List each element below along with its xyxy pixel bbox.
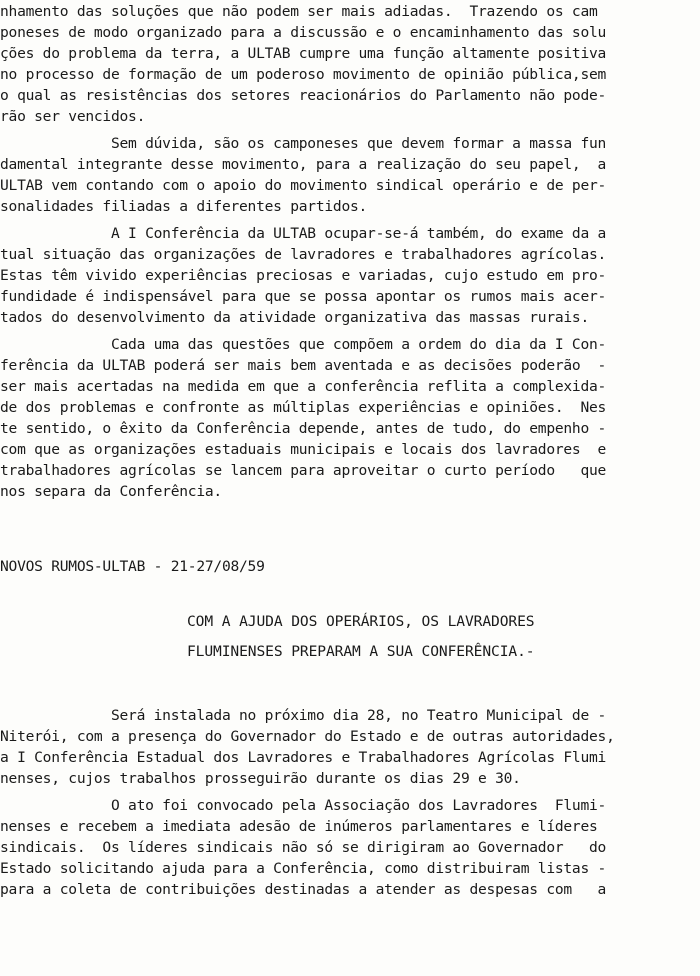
- text-line: Cada uma das questões que compõem a ordem do dia da I Con-: [0, 336, 607, 353]
- text-line: ser mais acertadas na medida em que a conferência reflita a complexida-: [0, 378, 607, 395]
- text-line: sindicais. Os líderes sindicais não só se dirigiram ao Governador do: [0, 839, 607, 856]
- text-line: a I Conferência Estadual dos Lavradores e Trabalhadores Agrícolas Flumi: [0, 749, 607, 766]
- text-line: O ato foi convocado pela Associação dos Lavradores Flumi-: [0, 797, 607, 814]
- text-line: Estas têm vivido experiências preciosas e variadas, cujo estudo em pro-: [0, 267, 607, 284]
- text-line: de dos problemas e confronte as múltiplas experiências e opiniões. Nes: [0, 399, 607, 416]
- text-line: tados do desenvolvimento da atividade organizativa das massas rurais.: [0, 309, 589, 326]
- text-line: rão ser vencidos.: [0, 108, 146, 125]
- text-line: trabalhadores agrícolas se lancem para aproveitar o curto período que: [0, 462, 607, 479]
- text-line: poneses de modo organizado para a discussão e o encaminhamento das solu: [0, 24, 607, 41]
- text-line: te sentido, o êxito da Conferência depende, antes de tudo, do empenho -: [0, 420, 607, 437]
- text-line: ferência da ULTAB poderá ser mais bem aventada e as decisões poderão -: [0, 357, 607, 374]
- text-line: Sem dúvida, são os camponeses que devem formar a massa fun: [0, 135, 607, 152]
- text-line: no processo de formação de um poderoso movimento de opinião pública,sem: [0, 66, 607, 83]
- text-line: A I Conferência da ULTAB ocupar-se-á também, do exame da a: [0, 225, 607, 242]
- text-line: nenses e recebem a imediata adesão de inúmeros parlamentares e líderes: [0, 818, 598, 835]
- text-line: fundidade é indispensável para que se possa apontar os rumos mais acer-: [0, 288, 607, 305]
- text-line: ções do problema da terra, a ULTAB cumpre uma função altamente positiva: [0, 45, 607, 62]
- article-title-line-2: FLUMINENSES PREPARAM A SUA CONFERÊNCIA.-: [187, 643, 535, 660]
- text-line: sonalidades filiadas a diferentes partidos.: [0, 198, 368, 215]
- text-line: nenses, cujos trabalhos prosseguirão durante os dias 29 e 30.: [0, 770, 521, 787]
- text-line: nhamento das soluções que não podem ser mais adiadas. Trazendo os cam: [0, 3, 598, 20]
- text-line: nos separa da Conferência.: [0, 483, 222, 500]
- text-line: com que as organizações estaduais municipais e locais dos lavradores e: [0, 441, 607, 458]
- text-line: para a coleta de contribuições destinadas a atender as despesas com a: [0, 881, 607, 898]
- text-line: damental integrante desse movimento, para a realização do seu papel, a: [0, 156, 607, 173]
- text-line: Niterói, com a presença do Governador do Estado e de outras autoridades,: [0, 728, 615, 745]
- text-line: ULTAB vem contando com o apoio do movimento sindical operário e de per-: [0, 177, 607, 194]
- text-line: o qual as resistências dos setores reacionários do Parlamento não pode-: [0, 87, 607, 104]
- text-line: Estado solicitando ajuda para a Conferência, como distribuiram listas -: [0, 860, 607, 877]
- article-title-line-1: COM A AJUDA DOS OPERÁRIOS, OS LAVRADORES: [187, 613, 535, 630]
- text-line: tual situação das organizações de lavradores e trabalhadores agrícolas.: [0, 246, 607, 263]
- text-line: Será instalada no próximo dia 28, no Teatro Municipal de -: [0, 707, 607, 724]
- source-line: NOVOS RUMOS-ULTAB - 21-27/08/59: [0, 558, 265, 575]
